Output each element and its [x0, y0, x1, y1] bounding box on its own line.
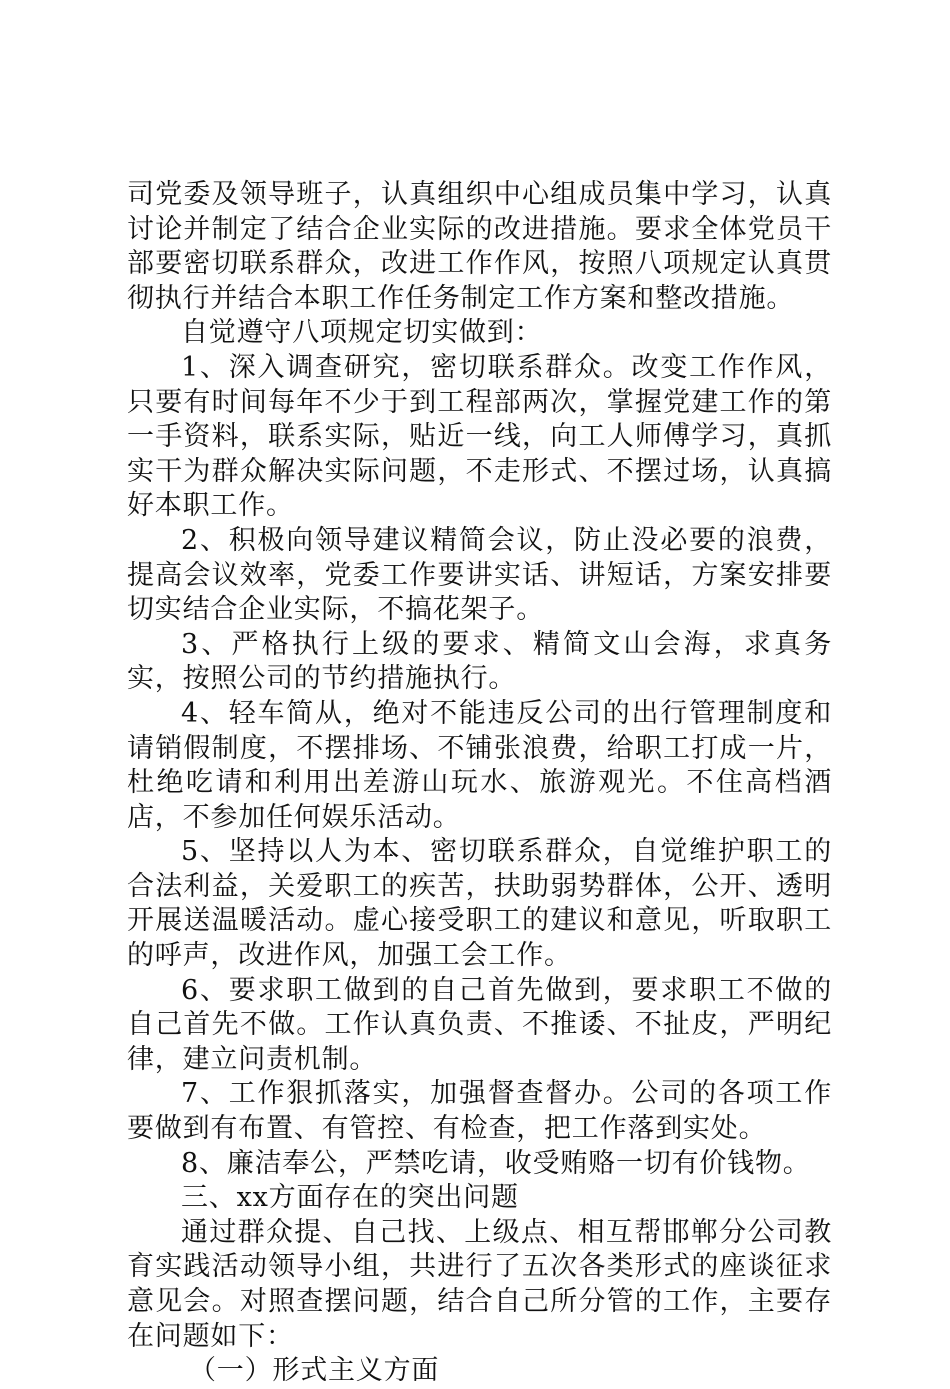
section-heading-problems: 三、xx方面存在的突出问题	[181, 1182, 519, 1214]
paragraph-item-5: 5、坚持以人为本、密切联系群众，自觉维护职工的合法利益，关爱职工的疾苦，扶助弱势群体，公开、透明开展送温暖活动。虚心接受职工的建议和意见，听取职工的呼声，改进作风，加强工会工作。	[127, 836, 832, 972]
subheading-formalism: （一）形式主义方面	[189, 1355, 440, 1387]
paragraph-item-6: 6、要求职工做到的自己首先做到，要求职工不做的自己首先不做。工作认真负责、不推诿、不扯皮，严明纪律，建立问责机制。	[127, 974, 832, 1075]
paragraph-eight-rules-heading: 自觉遵守八项规定切实做到：	[181, 317, 543, 349]
paragraph-problems-intro: 通过群众提、自己找、上级点、相互帮邯郸分公司教育实践活动领导小组，共进行了五次各类形式的座谈征求意见会。对照查摆问题，结合自己所分管的工作，主要存在问题如下：	[127, 1216, 832, 1352]
paragraph-item-7: 7、工作狠抓落实，加强督查督办。公司的各项工作要做到有布置、有管控、有检查，把工作落到实处。	[127, 1078, 832, 1145]
paragraph-item-3: 3、严格执行上级的要求、精简文山会海，求真务实，按照公司的节约措施执行。	[127, 628, 832, 695]
paragraph-item-4: 4、轻车简从，绝对不能违反公司的出行管理制度和请销假制度，不摆排场、不铺张浪费，给职工打成一片，杜绝吃请和利用出差游山玩水、旅游观光。不住高档酒店，不参加任何娱乐活动。	[127, 697, 832, 833]
body-text	[127, 178, 832, 1389]
paragraph-intro: 司党委及领导班子，认真组织中心组成员集中学习，认真讨论并制定了结合企业实际的改进措施。要求全体党员干部要密切联系群众，改进工作作风，按照八项规定认真贯彻执行并结合本职工作任务制定工作方案和整改措施。	[127, 179, 832, 314]
paragraph-item-2: 2、积极向领导建议精简会议，防止没必要的浪费，提高会议效率，党委工作要讲实话、讲短话，方案安排要切实结合企业实际，不搞花架子。	[127, 524, 832, 626]
paragraph-item-1: 1、深入调查研究，密切联系群众。改变工作作风，只要有时间每年不少于到工程部两次，掌握党建工作的第一手资料，联系实际，贴近一线，向工人师傅学习，真抓实干为群众解决实际问题，不走形式、不摆过场，认真搞好本职工作。	[127, 351, 832, 522]
paragraph-item-8: 8、廉洁奉公，严禁吃请，收受贿赂一切有价钱物。	[181, 1147, 811, 1179]
